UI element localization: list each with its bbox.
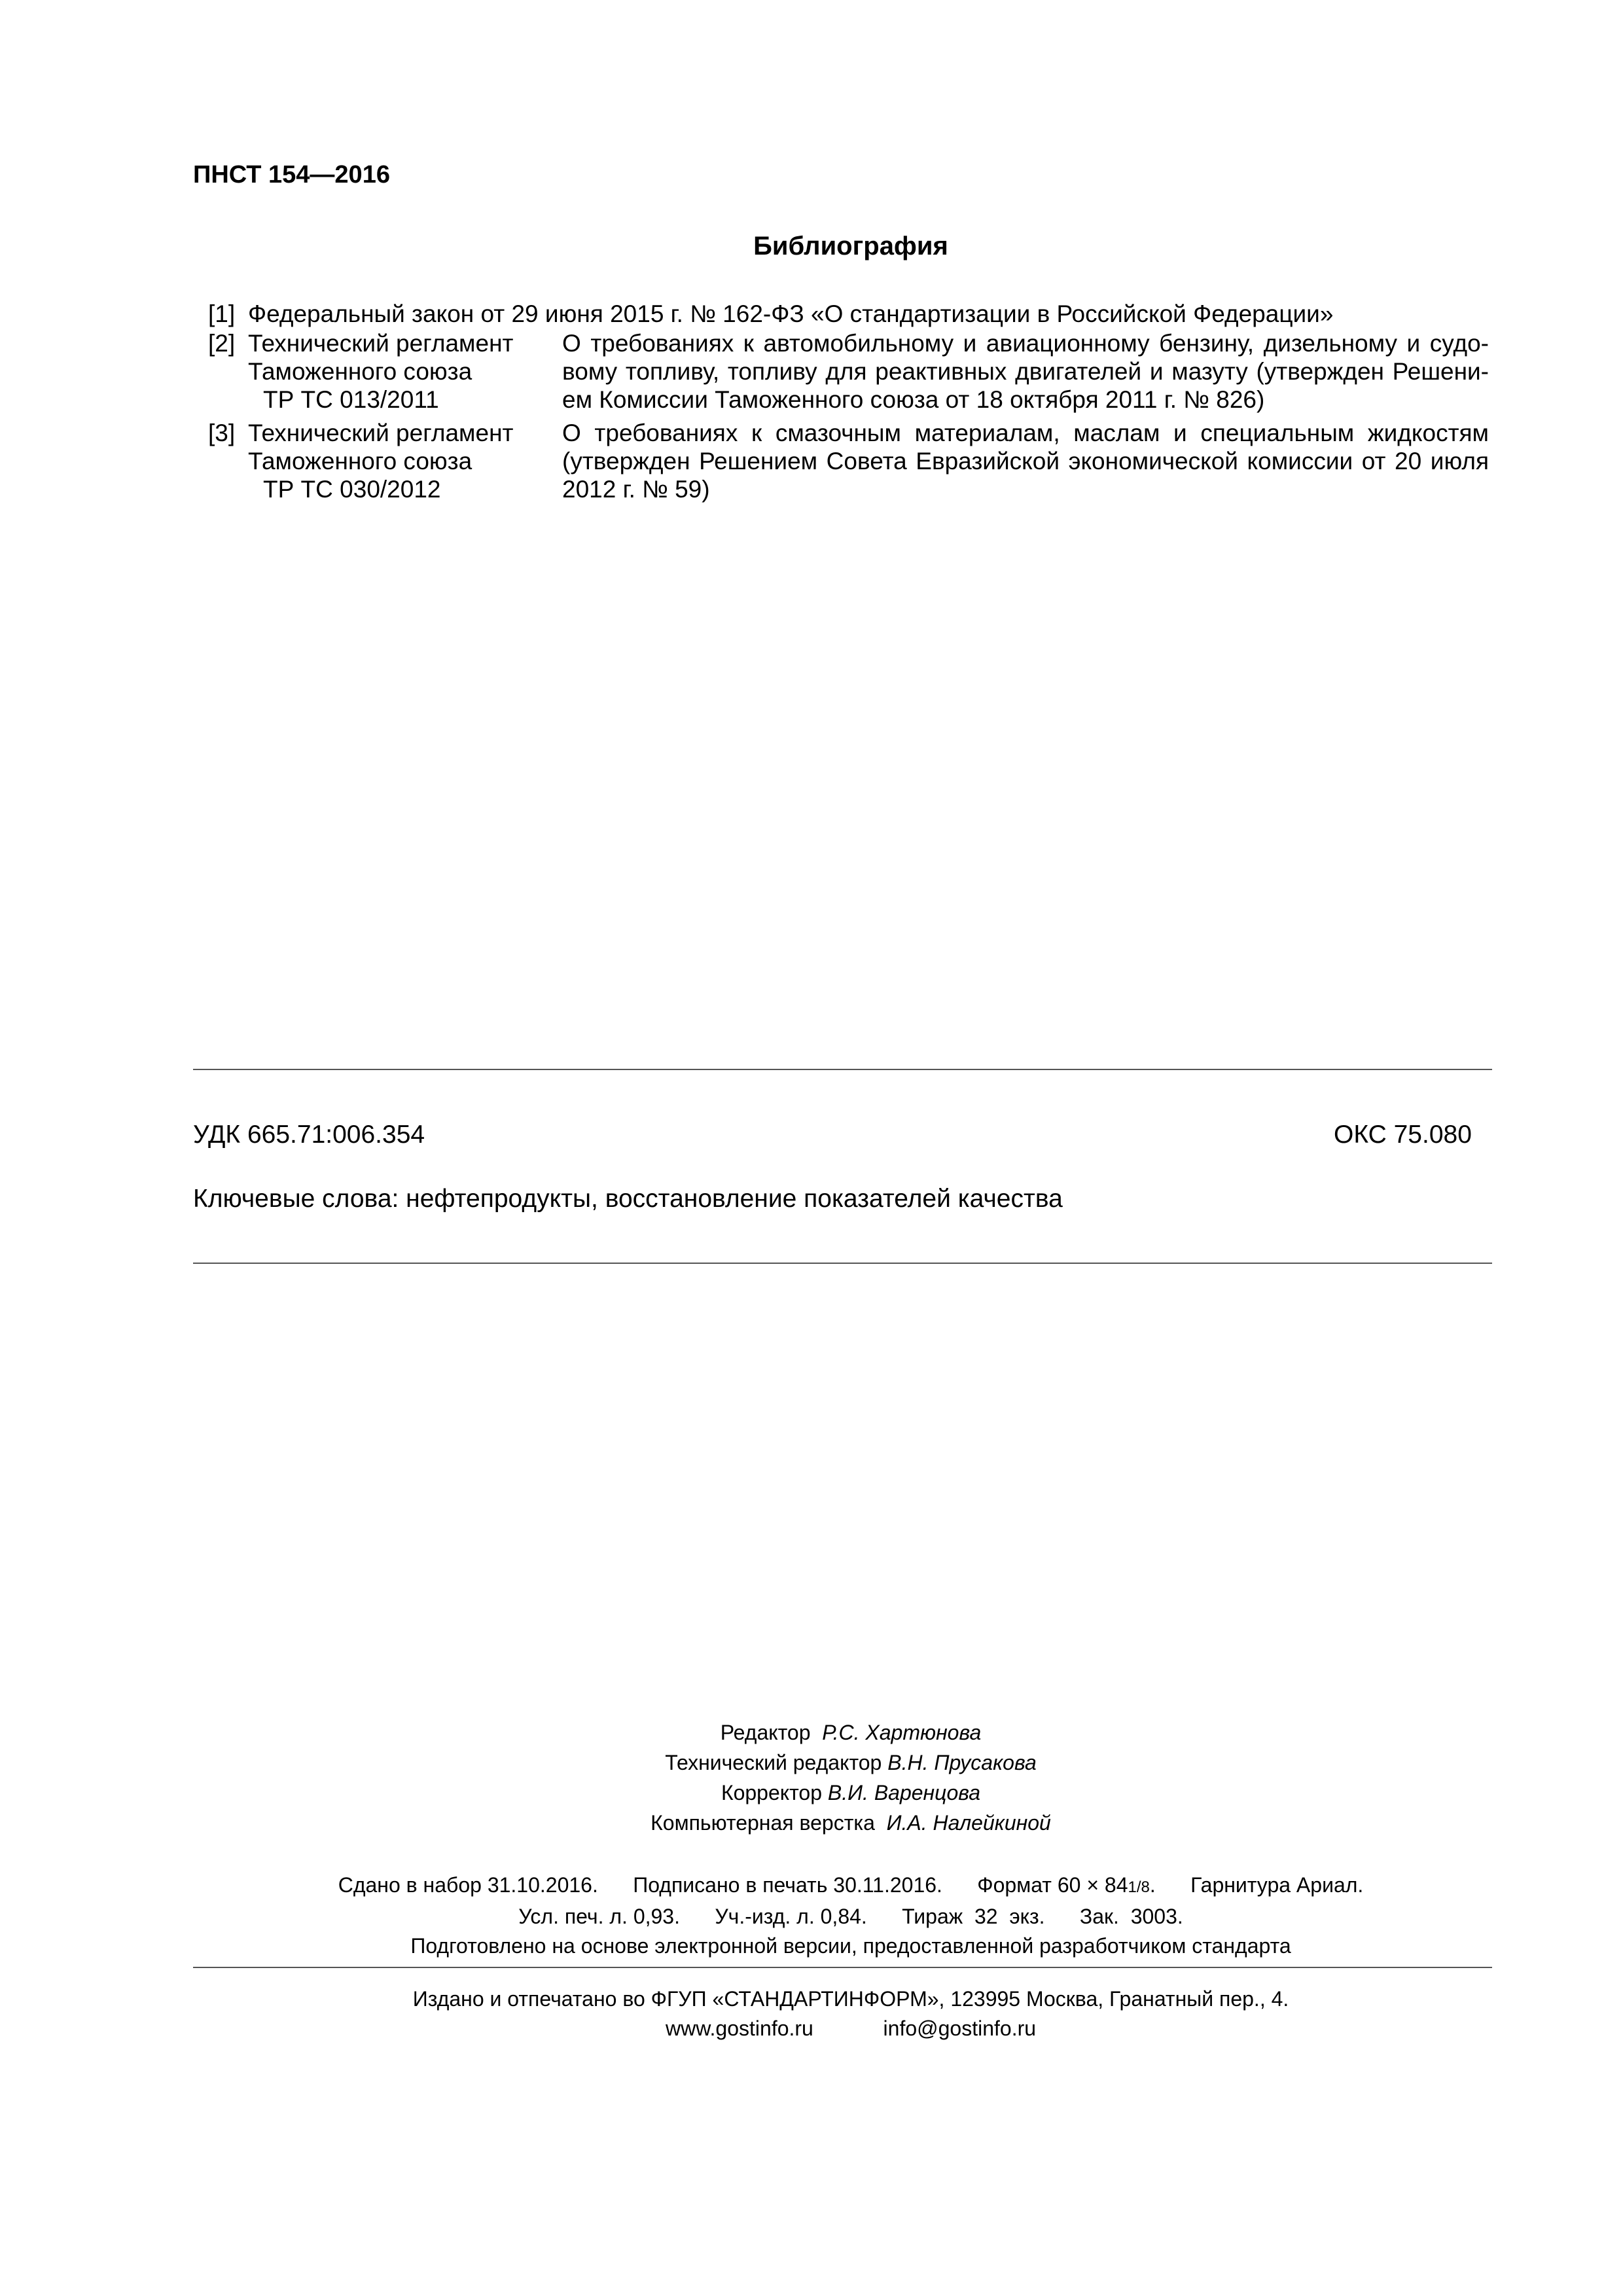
description-line: вому топливу, топливу для реактивных двигателей и мазуту (утвержден Решени- [562, 358, 1489, 385]
description-line: ем Комиссии Таможенного союза от 18 октября 2011 г. № 826) [562, 386, 1265, 413]
divider [193, 1263, 1492, 1264]
bibliography-item-number: [2] [208, 330, 236, 357]
typeface: Гарнитура Ариал. [1190, 1873, 1364, 1897]
bibliography-item-number: [3] [208, 420, 236, 446]
description-line: (утвержден Решением Совета Евразийской экономической комиссии от 20 июля [562, 448, 1489, 475]
credit-role: Компьютерная верстка [651, 1811, 875, 1835]
publisher-contacts [0, 2014, 1623, 2043]
regulation-name-line: Таможенного союза [248, 358, 473, 385]
credit-person: В.И. Варенцова [827, 1781, 981, 1804]
publication-sheets: Уч.-изд. л. 0,84. [715, 1905, 867, 1928]
regulation-description [562, 419, 1489, 503]
description-line: О требованиях к автомобильному и авиационному бензину, дизельному и судо- [562, 330, 1489, 357]
bibliography-item [208, 300, 1491, 329]
credit-line [0, 1808, 1623, 1838]
bibliography-item-number: [1] [208, 300, 236, 327]
divider [193, 1967, 1492, 1968]
keywords: Ключевые слова: нефтепродукты, восстановление показателей качества [193, 1185, 1063, 1213]
credit-person: Р.С. Хартюнова [822, 1721, 982, 1744]
regulation-name [248, 329, 556, 414]
credit-role: Корректор [721, 1781, 823, 1804]
regulation-code: ТР ТС 013/2011 [263, 386, 439, 413]
credit-role: Технический редактор [665, 1751, 882, 1774]
credit-person: И.А. Налейкиной [886, 1811, 1051, 1835]
regulation-description [562, 329, 1489, 414]
paper-format: Формат 60 × 841/8. [977, 1873, 1156, 1897]
udk-code: УДК 665.71:006.354 [193, 1121, 425, 1149]
bibliography-item-text: Федеральный закон от 29 июня 2015 г. № 162-ФЗ «О стандартизации в Российской Федерации» [248, 300, 1334, 327]
sent-to-typesetting: Сдано в набор 31.10.2016. [338, 1873, 598, 1897]
regulation-name-line: Таможенного союза [248, 448, 473, 475]
order-number: Зак. 3003. [1079, 1905, 1183, 1928]
signed-to-print: Подписано в печать 30.11.2016. [633, 1873, 942, 1897]
bibliography-item [208, 329, 1491, 416]
divider [193, 1069, 1492, 1070]
credit-line [0, 1717, 1623, 1748]
regulation-name-line: Технический регламент [248, 420, 514, 446]
credit-line [0, 1778, 1623, 1808]
bibliography-title: Библиография [753, 232, 948, 260]
credit-role: Редактор [720, 1721, 811, 1744]
imprint-line [0, 1871, 1623, 1902]
credit-line [0, 1748, 1623, 1778]
prepared-note: Подготовлено на основе электронной версии, предоставленной разработчиком стандарта [410, 1934, 1291, 1958]
regulation-code: ТР ТС 030/2012 [263, 476, 441, 503]
description-line: О требованиях к смазочным материалам, маслам и специальным жидкостям [562, 420, 1489, 446]
print-run: Тираж 32 экз. [902, 1905, 1045, 1928]
editorial-credits [0, 1717, 1623, 1838]
publisher-address: Издано и отпечатано во ФГУП «СТАНДАРТИНФОРМ», 123995 Москва, Гранатный пер., 4. [412, 1987, 1289, 2011]
description-line: 2012 г. № 59) [562, 476, 710, 503]
regulation-name-line: Технический регламент [248, 330, 514, 357]
imprint-line [0, 1902, 1623, 1931]
document-code: ПНСТ 154—2016 [193, 161, 390, 188]
credit-person: В.Н. Прусакова [887, 1751, 1037, 1774]
email-link[interactable]: info@gostinfo.ru [883, 2017, 1037, 2040]
oks-code: ОКС 75.080 [1334, 1121, 1472, 1149]
bibliography-item [208, 419, 1491, 505]
imprint-line [0, 1931, 1623, 1961]
website-link[interactable]: www.gostinfo.ru [665, 2017, 813, 2040]
imprint-details [0, 1871, 1623, 1961]
publisher-info [0, 1984, 1623, 2043]
print-sheets: Усл. печ. л. 0,93. [518, 1905, 680, 1928]
regulation-name [248, 419, 556, 503]
